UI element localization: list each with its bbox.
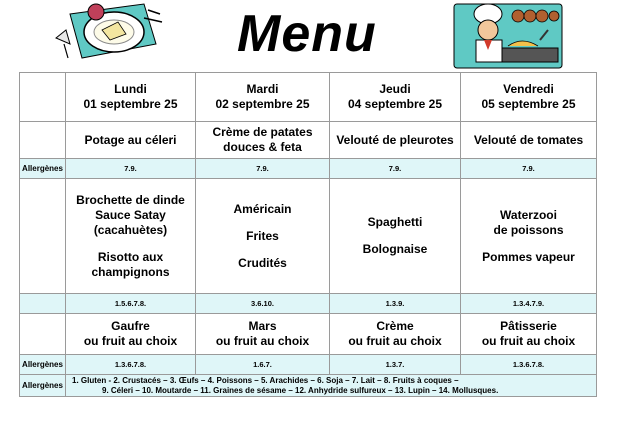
allergen-code: 1.6.7. bbox=[196, 355, 330, 375]
day-header: Mardi 02 septembre 25 bbox=[196, 73, 330, 122]
allergen-code: 1.3.6.7.8. bbox=[66, 355, 196, 375]
chef-clipart bbox=[452, 0, 564, 72]
main-dish-cell: Spaghetti Bolognaise bbox=[330, 179, 461, 294]
allergen-legend-row bbox=[20, 375, 597, 397]
soup-cell: Velouté de pleurotes bbox=[330, 122, 461, 159]
main-allergen-row bbox=[20, 294, 597, 314]
header-row bbox=[20, 73, 597, 122]
allergen-code: 3.6.10. bbox=[196, 294, 330, 314]
main-dish-cell: Brochette de dinde Sauce Satay (cacahuètes) Risotto aux champignons bbox=[66, 179, 196, 294]
soup-row bbox=[20, 122, 597, 159]
allergen-label: Allergènes bbox=[20, 355, 66, 375]
day-header: Jeudi 04 septembre 25 bbox=[330, 73, 461, 122]
empty-cell bbox=[20, 179, 66, 294]
allergen-label: Allergènes bbox=[20, 159, 66, 179]
day-header: Vendredi 05 septembre 25 bbox=[461, 73, 597, 122]
allergen-code: 7.9. bbox=[461, 159, 597, 179]
allergen-code: 7.9. bbox=[66, 159, 196, 179]
main-dish-cell: Waterzooi de poissons Pommes vapeur bbox=[461, 179, 597, 294]
plate-clipart bbox=[52, 0, 164, 64]
dessert-allergen-row bbox=[20, 355, 597, 375]
soup-allergen-row bbox=[20, 159, 597, 179]
main-dish-cell: Américain Frites Crudités bbox=[196, 179, 330, 294]
dessert-cell: Pâtisserie ou fruit au choix bbox=[461, 314, 597, 355]
allergen-code: 1.3.9. bbox=[330, 294, 461, 314]
dessert-row bbox=[20, 314, 597, 355]
allergen-code: 7.9. bbox=[196, 159, 330, 179]
soup-cell: Crème de patates douces & feta bbox=[196, 122, 330, 159]
empty-cell bbox=[20, 314, 66, 355]
allergen-code: 1.3.7. bbox=[330, 355, 461, 375]
allergen-code: 1.5.6.7.8. bbox=[66, 294, 196, 314]
allergen-legend: 1. Gluten - 2. Crustacés – 3. Œufs – 4. Poissons – 5. Arachides – 6. Soja – 7. Lait – 8. Fruits à coques – 9. Céleri – 10. Moutarde – 11. Graines de sésame – 12. Anhydride sulfureux – 13. Lupin – 14. Mollusques. bbox=[66, 375, 597, 397]
menu-table bbox=[19, 72, 597, 397]
allergen-code: 1.3.6.7.8. bbox=[461, 355, 597, 375]
page-title: Menu bbox=[237, 5, 377, 63]
empty-cell bbox=[20, 122, 66, 159]
soup-cell: Potage au céleri bbox=[66, 122, 196, 159]
allergen-label: Allergènes bbox=[20, 375, 66, 397]
allergen-code: 7.9. bbox=[330, 159, 461, 179]
dessert-cell: Gaufre ou fruit au choix bbox=[66, 314, 196, 355]
dessert-cell: Crème ou fruit au choix bbox=[330, 314, 461, 355]
day-header: Lundi 01 septembre 25 bbox=[66, 73, 196, 122]
dessert-cell: Mars ou fruit au choix bbox=[196, 314, 330, 355]
empty-cell bbox=[20, 73, 66, 122]
main-dish-row bbox=[20, 179, 597, 294]
allergen-code: 1.3.4.7.9. bbox=[461, 294, 597, 314]
soup-cell: Velouté de tomates bbox=[461, 122, 597, 159]
empty-cell bbox=[20, 294, 66, 314]
